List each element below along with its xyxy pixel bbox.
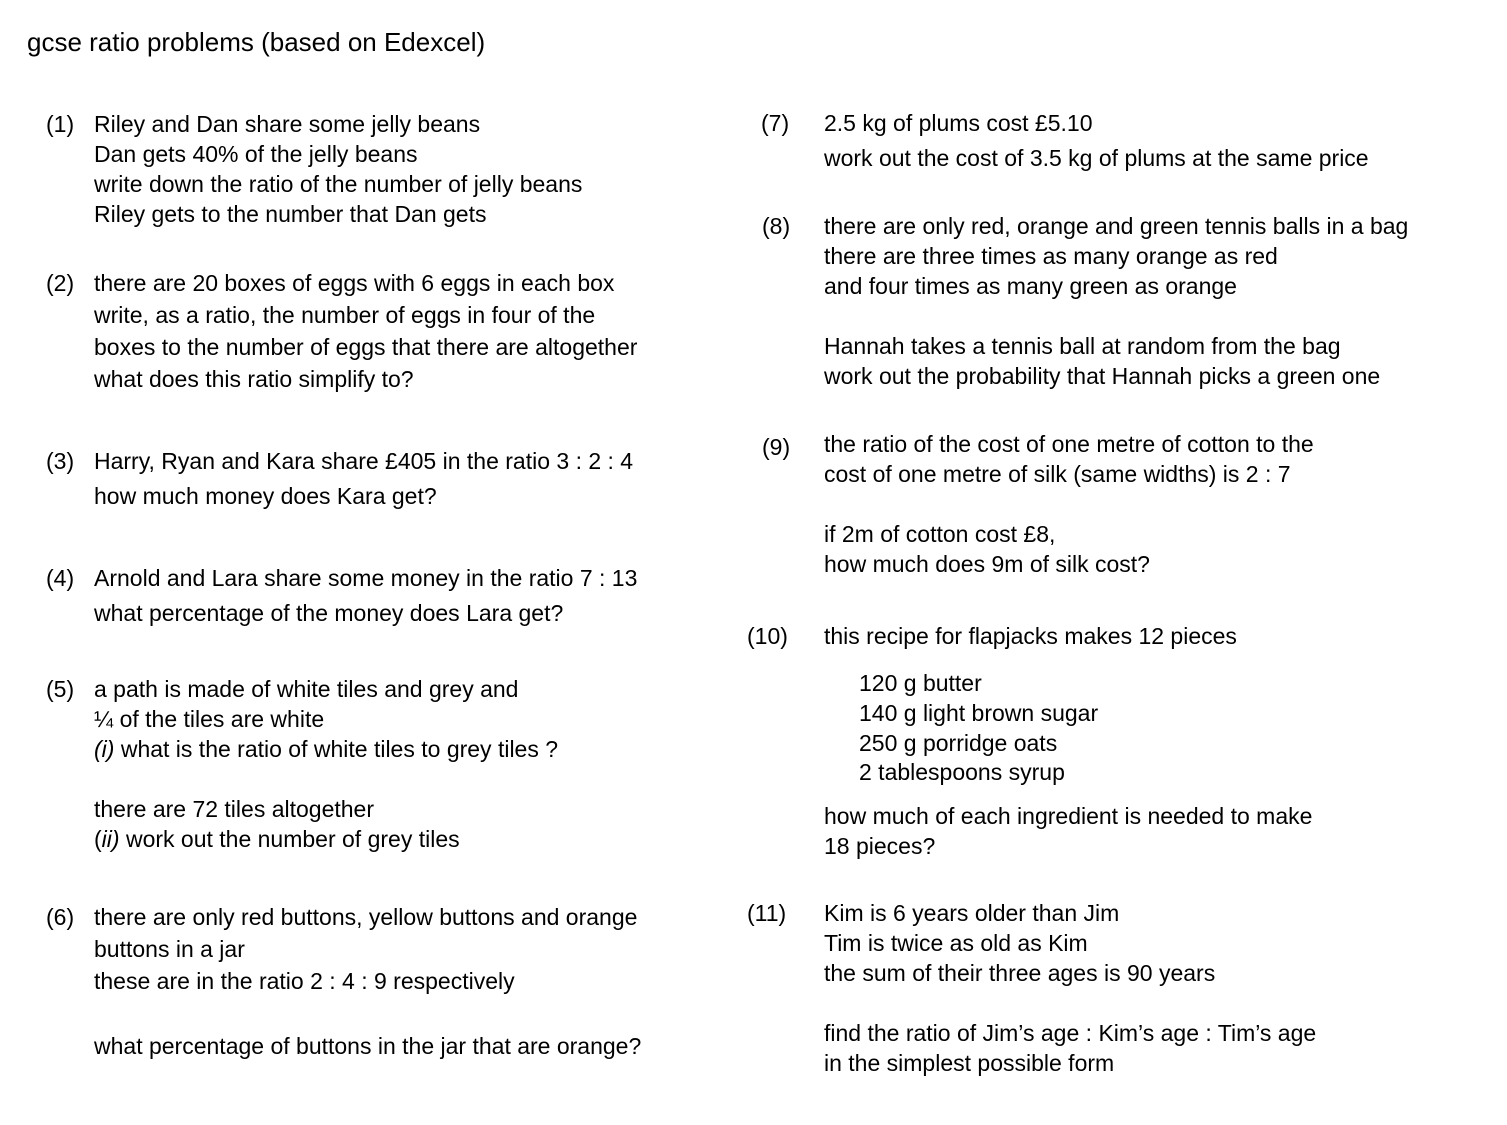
- ingredient-item: 250 g porridge oats: [859, 730, 1058, 756]
- question-line: ¼ of the tiles are white: [94, 706, 325, 732]
- question-line: and four times as many green as orange: [824, 273, 1237, 299]
- page-title: gcse ratio problems (based on Edexcel): [27, 27, 486, 57]
- question-line: the sum of their three ages is 90 years: [824, 960, 1216, 986]
- question-line: Riley and Dan share some jelly beans: [94, 111, 481, 137]
- question-line: Arnold and Lara share some money in the ratio 7 : 13: [94, 565, 638, 591]
- question-line: there are only red, orange and green tennis balls in a bag: [824, 213, 1409, 239]
- question-number: (11): [747, 900, 787, 926]
- part-label: ii): [101, 826, 120, 852]
- question-line: these are in the ratio 2 : 4 : 9 respectively: [94, 968, 515, 994]
- question-line: how much does 9m of silk cost?: [824, 551, 1150, 577]
- question-line: cost of one metre of silk (same widths) is 2 : 7: [824, 461, 1291, 487]
- question-number: (7): [761, 110, 790, 136]
- question-line: 18 pieces?: [824, 833, 936, 859]
- question-line: in the simplest possible form: [824, 1050, 1115, 1076]
- part-text: what is the ratio of white tiles to grey tiles ?: [120, 736, 559, 762]
- question-line: boxes to the number of eggs that there are altogether: [94, 334, 638, 360]
- question-line: Hannah takes a tennis ball at random from the bag: [824, 333, 1341, 359]
- question-line: write down the ratio of the number of jelly beans: [94, 171, 583, 197]
- question-number: (6): [46, 904, 75, 930]
- part-label-open: (: [94, 826, 102, 852]
- question-line: what percentage of the money does Lara get?: [94, 600, 564, 626]
- question-number: (10): [747, 623, 788, 649]
- question-line: how much money does Kara get?: [94, 483, 437, 509]
- question-number: (8): [762, 213, 791, 239]
- question-line: write, as a ratio, the number of eggs in four of the: [94, 302, 596, 328]
- question-number: (5): [46, 676, 75, 702]
- question-line: Tim is twice as old as Kim: [824, 930, 1088, 956]
- question-part-ii: [94, 824, 558, 854]
- question-line: a path is made of white tiles and grey and: [94, 676, 519, 702]
- question-number: (4): [46, 565, 75, 591]
- question-line: 2.5 kg of plums cost £5.10: [824, 110, 1093, 136]
- question-line: what does this ratio simplify to?: [94, 366, 414, 392]
- question-line: Harry, Ryan and Kara share £405 in the ratio 3 : 2 : 4: [94, 448, 634, 474]
- ingredient-item: 2 tablespoons syrup: [859, 759, 1065, 785]
- question-line: what percentage of buttons in the jar that are orange?: [94, 1033, 642, 1059]
- question-number: (9): [762, 434, 791, 460]
- ingredient-item: 120 g butter: [859, 670, 982, 696]
- question-line: find the ratio of Jim’s age : Kim’s age : Tim’s age: [824, 1020, 1317, 1046]
- question-line: Riley gets to the number that Dan gets: [94, 201, 487, 227]
- ingredient-list: [824, 668, 1312, 801]
- question-line: buttons in a jar: [94, 936, 245, 962]
- question-number: (1): [46, 111, 75, 137]
- question-line: there are 72 tiles altogether: [94, 796, 375, 822]
- question-number: (3): [46, 448, 75, 474]
- question-line: there are only red buttons, yellow buttons and orange: [94, 904, 638, 930]
- question-part-i: [94, 734, 558, 764]
- part-text: work out the number of grey tiles: [125, 826, 460, 852]
- question-line: there are 20 boxes of eggs with 6 eggs in each box: [94, 270, 615, 296]
- question-line: Dan gets 40% of the jelly beans: [94, 141, 418, 167]
- question-line: how much of each ingredient is needed to make: [824, 803, 1313, 829]
- question-line: Kim is 6 years older than Jim: [824, 900, 1120, 926]
- part-label: (i): [94, 736, 115, 762]
- question-line: if 2m of cotton cost £8,: [824, 521, 1056, 547]
- ingredient-item: 140 g light brown sugar: [859, 700, 1099, 726]
- question-line: the ratio of the cost of one metre of cotton to the: [824, 431, 1314, 457]
- question-line: work out the probability that Hannah picks a green one: [824, 363, 1381, 389]
- question-line: work out the cost of 3.5 kg of plums at the same price: [824, 145, 1369, 171]
- question-number: (2): [46, 270, 75, 296]
- question-line: this recipe for flapjacks makes 12 pieces: [824, 623, 1237, 649]
- question-line: there are three times as many orange as red: [824, 243, 1278, 269]
